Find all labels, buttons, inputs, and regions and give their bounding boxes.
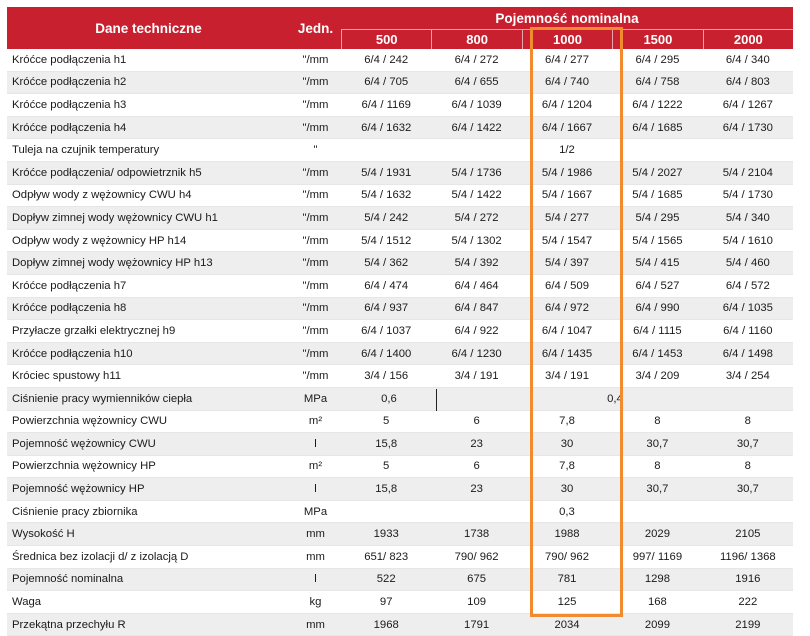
row-unit: l: [314, 573, 317, 586]
cell-value: 5/4 / 1547: [541, 234, 593, 247]
row-label: Odpływ wody z wężownicy CWU h4: [12, 189, 192, 202]
cell-value: 6/4 / 758: [635, 76, 680, 89]
row-label: Przekątna przechyłu R: [12, 618, 126, 631]
row-values: [341, 257, 793, 269]
cell-value: 790/ 962: [454, 550, 499, 563]
table-row: [7, 569, 793, 592]
cell-value: 3/4 / 156: [364, 370, 409, 383]
cell-value: 5/4 / 1736: [451, 166, 502, 179]
cell-value: 5/4 / 272: [454, 211, 499, 224]
row-unit: "/mm: [302, 279, 329, 292]
cell-value: 5/4 / 340: [725, 211, 770, 224]
split-divider: [436, 389, 437, 411]
cell-value: 6/4 / 1037: [361, 324, 412, 337]
row-label: Waga: [12, 596, 42, 609]
row-label: Pojemność nominalna: [12, 573, 124, 586]
row-values: [341, 99, 793, 111]
cell-value: 6/4 / 572: [725, 279, 770, 292]
cell-value: 5/4 / 2104: [722, 166, 773, 179]
table-body: [7, 49, 793, 636]
row-values: [341, 235, 793, 247]
row-label: Króćce podłączenia h4: [12, 121, 127, 134]
row-label: Wysokość H: [12, 528, 75, 541]
cell-value: 5/4 / 1512: [361, 234, 412, 247]
row-unit: l: [314, 483, 317, 496]
row-label: Króćce podłączenia h8: [12, 302, 127, 315]
table-row: [7, 523, 793, 546]
cell-value: 6/4 / 277: [545, 53, 589, 66]
header-pojemnosc-nominalna: Pojemność nominalna: [495, 10, 639, 26]
cell-value: 6/4 / 1498: [722, 347, 773, 360]
row-unit: m²: [308, 460, 323, 473]
cell-value: 6/4 / 340: [725, 53, 770, 66]
row-unit: mm: [306, 528, 325, 541]
cell-value: 5/4 / 1931: [361, 166, 412, 179]
table-row: [7, 478, 793, 501]
table-row: [7, 388, 793, 411]
cell-value: 790/ 962: [545, 550, 589, 563]
row-label: Powierzchnia wężownicy CWU: [12, 415, 168, 428]
table-row: [7, 162, 793, 185]
row-label: Powierzchnia wężownicy HP: [12, 460, 156, 473]
cell-value: 6/4 / 1039: [451, 98, 502, 111]
cell-value: 3/4 / 191: [545, 370, 589, 383]
cell-value: 6/4 / 847: [454, 302, 499, 315]
cell-value: 7,8: [559, 460, 575, 473]
split-value-rest: 0,4: [607, 392, 623, 405]
row-unit: "/mm: [302, 324, 329, 337]
table-header: [7, 7, 793, 49]
header-sizes: [341, 29, 793, 49]
cell-value: 15,8: [375, 483, 398, 496]
cell-value: 6/4 / 1047: [541, 324, 593, 337]
cell-value: 6: [473, 415, 480, 428]
table-row: [7, 343, 793, 366]
cell-value: 6/4 / 922: [454, 324, 499, 337]
table-row: [7, 365, 793, 388]
row-unit: "/mm: [302, 98, 329, 111]
cell-value: 6/4 / 1035: [722, 302, 773, 315]
cell-value: 5/4 / 277: [545, 211, 589, 224]
row-label: Tuleja na czujnik temperatury: [12, 144, 160, 157]
header-jedn: Jedn.: [297, 20, 334, 36]
header-size-1500: 1500: [612, 29, 702, 49]
table-row: [7, 456, 793, 479]
cell-value: 1791: [464, 618, 490, 631]
merged-value: 0,3: [559, 505, 575, 518]
cell-value: 1196/ 1368: [719, 550, 776, 563]
cell-value: 97: [379, 596, 393, 609]
cell-value: 3/4 / 254: [725, 370, 770, 383]
header-size-800: 800: [431, 29, 521, 49]
cell-value: 5/4 / 295: [635, 211, 680, 224]
header-dane-techniczne: Dane techniczne: [95, 20, 202, 36]
cell-value: 30: [560, 437, 574, 450]
row-unit: ": [313, 144, 318, 157]
header-size-1000: 1000: [522, 29, 612, 49]
table-row: [7, 614, 793, 636]
row-unit: "/mm: [302, 53, 329, 66]
row-values: [341, 370, 793, 382]
cell-value: 3/4 / 191: [454, 370, 499, 383]
row-unit: "/mm: [302, 370, 329, 383]
cell-value: 6/4 / 1400: [361, 347, 412, 360]
row-values: [341, 122, 793, 134]
row-unit: mm: [306, 618, 325, 631]
table-row: [7, 298, 793, 321]
cell-value: 6/4 / 1267: [722, 98, 773, 111]
cell-value: 5/4 / 1685: [632, 189, 683, 202]
cell-value: 23: [470, 483, 483, 496]
cell-value: 1916: [735, 573, 761, 586]
cell-value: 8: [654, 460, 661, 473]
cell-value: 125: [557, 596, 577, 609]
row-label: Króćce podłączenia h10: [12, 347, 133, 360]
row-values: [341, 189, 793, 201]
table-row: [7, 49, 793, 72]
row-label: Króćce podłączenia h3: [12, 98, 127, 111]
row-values: [341, 415, 793, 427]
row-unit: kg: [309, 596, 322, 609]
split-value-text: 0,6: [381, 392, 397, 405]
cell-value: 5/4 / 397: [545, 257, 589, 270]
technical-data-table: [7, 7, 793, 636]
cell-value: 5/4 / 1565: [632, 234, 683, 247]
table-row: [7, 185, 793, 208]
table-row: [7, 139, 793, 162]
row-label: Ciśnienie pracy wymienników ciepła: [12, 392, 193, 405]
row-values: [341, 76, 793, 88]
cell-value: 6/4 / 1685: [632, 121, 683, 134]
table-row: [7, 230, 793, 253]
table-row: [7, 591, 793, 614]
row-unit: l: [314, 437, 317, 450]
row-values: [341, 619, 793, 631]
cell-value: 7,8: [559, 415, 575, 428]
row-label: Średnica bez izolacji d/ z izolacją D: [12, 550, 189, 563]
cell-value: 997/ 1169: [632, 550, 683, 563]
cell-value: 6/4 / 1667: [541, 121, 593, 134]
row-values: [341, 596, 793, 608]
cell-value: 781: [557, 573, 577, 586]
cell-value: 30,7: [646, 437, 669, 450]
table-row: [7, 94, 793, 117]
cell-value: 1298: [644, 573, 670, 586]
cell-value: 5/4 / 460: [725, 257, 770, 270]
cell-value: 6/4 / 1230: [451, 347, 502, 360]
row-values: [341, 348, 793, 360]
row-unit: "/mm: [302, 302, 329, 315]
cell-value: 6/4 / 803: [725, 76, 770, 89]
cell-value: 8: [654, 415, 661, 428]
cell-value: 675: [467, 573, 487, 586]
cell-value: 1988: [554, 528, 580, 541]
cell-value: 6/4 / 295: [635, 53, 680, 66]
row-values: [341, 573, 793, 585]
row-values: [341, 483, 793, 495]
table-row: [7, 117, 793, 140]
cell-value: 5/4 / 392: [454, 257, 499, 270]
row-label: Pojemność wężownicy CWU: [12, 437, 156, 450]
cell-value: 2029: [644, 528, 670, 541]
cell-value: 5/4 / 1986: [541, 166, 593, 179]
cell-value: 6/4 / 1169: [361, 98, 411, 111]
row-values: [341, 302, 793, 314]
table-row: [7, 207, 793, 230]
row-label: Króćce podłączenia h2: [12, 76, 127, 89]
row-unit: "/mm: [302, 166, 329, 179]
cell-value: 6/4 / 509: [545, 279, 589, 292]
cell-value: 6/4 / 1730: [722, 121, 773, 134]
row-label: Odpływ wody z wężownicy HP h14: [12, 234, 187, 247]
cell-value: 6/4 / 242: [364, 53, 409, 66]
cell-value: 5: [383, 415, 390, 428]
cell-value: 30,7: [736, 437, 759, 450]
row-label: Króciec spustowy h11: [12, 370, 122, 383]
cell-value: 5/4 / 1667: [541, 189, 593, 202]
row-unit: "/mm: [302, 189, 329, 202]
row-values: [341, 438, 793, 450]
cell-value: 30,7: [736, 483, 759, 496]
row-unit: m²: [308, 415, 323, 428]
cell-value: 5/4 / 1632: [361, 189, 412, 202]
cell-value: 30,7: [646, 483, 669, 496]
cell-value: 5/4 / 1302: [451, 234, 502, 247]
row-values: [341, 280, 793, 292]
cell-value: 6/4 / 1435: [541, 347, 593, 360]
cell-value: 2199: [735, 618, 761, 631]
cell-value: 6/4 / 474: [364, 279, 409, 292]
row-unit: "/mm: [302, 257, 329, 270]
cell-value: 109: [467, 596, 487, 609]
cell-value: 1968: [373, 618, 399, 631]
cell-value: 522: [376, 573, 396, 586]
row-label: Króćce podłączenia h7: [12, 279, 127, 292]
cell-value: 6/4 / 1453: [632, 347, 683, 360]
cell-value: 168: [647, 596, 667, 609]
cell-value: 6/4 / 972: [545, 302, 589, 315]
cell-value: 3/4 / 209: [635, 370, 680, 383]
cell-value: 15,8: [375, 437, 398, 450]
cell-value: 651/ 823: [364, 550, 409, 563]
cell-value: 6/4 / 705: [364, 76, 409, 89]
row-label: Króćce podłączenia/ odpowietrznik h5: [12, 166, 202, 179]
table-row: [7, 252, 793, 275]
row-label: Dopływ zimnej wody wężownicy CWU h1: [12, 211, 218, 224]
cell-value: 6/4 / 527: [635, 279, 680, 292]
cell-value: 5/4 / 1422: [451, 189, 502, 202]
cell-value: 30: [560, 483, 574, 496]
cell-value: 6/4 / 464: [454, 279, 499, 292]
cell-value: 5: [383, 460, 390, 473]
row-values: [341, 212, 793, 224]
table-row: [7, 433, 793, 456]
split-value-500: [341, 393, 437, 405]
cell-value: 6/4 / 937: [364, 302, 409, 315]
cell-value: 5/4 / 242: [364, 211, 409, 224]
header-size-500: 500: [341, 29, 431, 49]
row-unit: mm: [306, 550, 325, 563]
row-unit: "/mm: [302, 211, 329, 224]
table-row: [7, 411, 793, 434]
cell-value: 2099: [644, 618, 670, 631]
row-unit: MPa: [303, 392, 328, 405]
cell-value: 5/4 / 1730: [722, 189, 773, 202]
cell-value: 5/4 / 1610: [722, 234, 773, 247]
table-row: [7, 275, 793, 298]
table-row: [7, 320, 793, 343]
cell-value: 222: [738, 596, 758, 609]
cell-value: 1933: [373, 528, 399, 541]
row-label: Ciśnienie pracy zbiornika: [12, 505, 138, 518]
cell-value: 6/4 / 990: [635, 302, 680, 315]
cell-value: 6/4 / 1422: [451, 121, 502, 134]
cell-value: 6/4 / 1204: [541, 98, 593, 111]
header-size-2000: 2000: [703, 29, 793, 49]
cell-value: 6/4 / 655: [454, 76, 499, 89]
cell-value: 6/4 / 272: [454, 53, 499, 66]
row-values: [341, 167, 793, 179]
cell-value: 6/4 / 1632: [361, 121, 412, 134]
row-unit: "/mm: [302, 347, 329, 360]
cell-value: 5/4 / 362: [364, 257, 409, 270]
cell-value: 5/4 / 415: [635, 257, 680, 270]
cell-value: 23: [470, 437, 483, 450]
table-row: [7, 72, 793, 95]
row-values: [341, 325, 793, 337]
row-values: [341, 551, 793, 563]
row-unit: MPa: [303, 505, 328, 518]
row-label: Pojemność wężownicy HP: [12, 483, 145, 496]
cell-value: 8: [744, 415, 751, 428]
table-row: [7, 546, 793, 569]
row-values: [341, 460, 793, 472]
row-unit: "/mm: [302, 121, 329, 134]
cell-value: 6/4 / 1222: [632, 98, 683, 111]
row-values: [341, 54, 793, 66]
row-label: Króćce podłączenia h1: [12, 53, 127, 66]
cell-value: 6/4 / 1160: [723, 324, 773, 337]
cell-value: 2034: [554, 618, 580, 631]
row-unit: "/mm: [302, 234, 329, 247]
cell-value: 6/4 / 1115: [633, 324, 682, 337]
cell-value: 2105: [735, 528, 761, 541]
row-unit: "/mm: [302, 76, 329, 89]
row-label: Dopływ zimnej wody wężownicy HP h13: [12, 257, 213, 270]
cell-value: 6/4 / 740: [545, 76, 589, 89]
cell-value: 6: [473, 460, 480, 473]
merged-value: 1/2: [559, 144, 575, 157]
cell-value: 5/4 / 2027: [632, 166, 683, 179]
table-row: [7, 501, 793, 524]
row-label: Przyłacze grzałki elektrycznej h9: [12, 324, 176, 337]
cell-value: 8: [744, 460, 751, 473]
row-values: [341, 528, 793, 540]
cell-value: 1738: [464, 528, 490, 541]
